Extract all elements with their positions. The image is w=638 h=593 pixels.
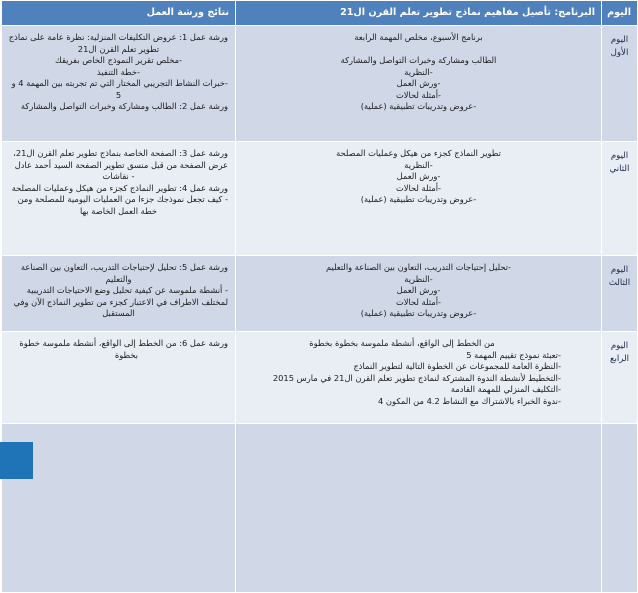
table-row-empty: [2, 424, 638, 593]
output-line: 5: [115, 89, 122, 100]
output-line: بخطوة: [114, 349, 138, 360]
output-line: ورشة عمل 2: الطالب ومشاركة وخبرات التواصل والمشاركة: [20, 101, 228, 111]
program-line: -أمثلة لحالات: [395, 89, 442, 100]
workshop-table: [1, 0, 638, 593]
day-cell: [602, 256, 638, 332]
day-ordinal: الثاني: [609, 163, 630, 174]
program-line: -النظرية: [404, 273, 433, 284]
output-line: - كيف تجعل نموذجك جزءا من العمليات اليومية للمصلحة ومن: [17, 194, 228, 204]
day-ordinal: الثالث: [608, 277, 631, 288]
program-line: -النظرية: [404, 159, 433, 170]
output-line: -خبرات النشاط التجريبي المختار التي تم تجربته بين المهمة 4 و: [11, 78, 228, 88]
day-ordinal: الأول: [610, 47, 629, 58]
program-cell: [236, 256, 602, 332]
program-line: -عروض وتدريبات تطبيقية (عملية): [360, 101, 477, 111]
program-line: -ورش العمل: [396, 78, 441, 88]
output-line: لمختلف الاطراف في الاعتبار كجزء من تطوير النماذج الآن وفي: [13, 296, 228, 307]
day-label: اليوم: [610, 341, 629, 351]
program-line: -ورش العمل: [396, 285, 441, 295]
table-row: [2, 332, 638, 424]
day-cell: [602, 142, 638, 256]
program-line: -أمثلة لحالات: [395, 296, 442, 307]
table-row: [2, 142, 638, 256]
day-label: اليوم: [610, 35, 629, 45]
day-ordinal: الرابع: [609, 353, 630, 364]
program-line: -ندوة الخبراء بالاشتراك مع النشاط 4.2 من المكون 4: [378, 395, 561, 406]
empty-cell: [236, 424, 602, 593]
output-line: - أنشطة ملموسة عن كيفية تحليل وضع الاحتياجات التدريبية: [26, 285, 228, 295]
program-line: [243, 44, 594, 56]
output-line: عرض الصفحة من قبل منسق تطوير الصفحة السيد أحمد عادل: [14, 159, 228, 170]
header-row: [2, 1, 638, 26]
day-cell: [602, 332, 638, 424]
empty-cell: [2, 424, 236, 593]
output-line: -خطة التنفيذ: [97, 66, 140, 77]
program-line: تطوير النماذج كجزء من هيكل وعمليات المصلحة: [336, 148, 501, 158]
program-line: -عروض وتدريبات تطبيقية (عملية): [360, 194, 477, 204]
program-line: -عروض وتدريبات تطبيقية (عملية): [360, 308, 477, 318]
program-line: -النظرية: [404, 66, 433, 77]
output-line: تطوير تعلم القرن ال21: [77, 43, 160, 54]
program-line: من الخطط إلى الواقع، أنشطة ملموسة بخطوة بخطوة: [309, 338, 495, 348]
outputs-cell: [2, 142, 236, 256]
program-line: -التخطيط لأنشطة الندوة المشتركة لنماذج تطوير تعلم القرن ال21 في مارس 2015: [272, 372, 561, 383]
day-label: اليوم: [610, 151, 629, 161]
program-line: -أمثلة لحالات: [395, 182, 442, 193]
table-row: [2, 256, 638, 332]
program-line: برنامج الأسبوع، مخلص المهمة الرابعة: [354, 32, 483, 42]
program-line: -تعبئة نموذج تقييم المهمة 5: [466, 349, 561, 360]
program-line: -النظرة العامة للمجموعات عن الخطوة التالية لتطوير النماذج: [353, 361, 561, 371]
program-cell: [236, 26, 602, 142]
output-line: والتعليم: [105, 273, 132, 284]
output-line: ورشة عمل 1: عروض التكليفات المنزلية: نظرة عامة على نماذج: [8, 32, 228, 42]
outputs-cell: [2, 332, 236, 424]
day-cell: [602, 26, 638, 142]
header-outputs: نتائج ورشة العمل: [2, 1, 236, 26]
program-line: الطالب ومشاركة وخبرات التواصل والمشاركة: [340, 55, 497, 65]
output-line: خطة العمل الخاصة بها: [79, 205, 158, 216]
output-line: ورشة عمل 3: الصفحة الخاصة بنماذج تطوير تعلم القرن ال21،: [13, 148, 228, 158]
outputs-cell: [2, 26, 236, 142]
table-row: [2, 26, 638, 142]
program-line: -ورش العمل: [396, 171, 441, 181]
program-line: -تحليل إحتياجات التدريب، التعاون بين الصناعة والتعليم: [326, 262, 511, 272]
outputs-cell: [2, 256, 236, 332]
output-line: - نقاشات: [102, 171, 135, 181]
output-line: ورشة عمل 5: تحليل لإحتياجات التدريب، التعاون بين الصناعة: [20, 262, 228, 272]
header-day: اليوم: [602, 1, 638, 26]
empty-cell: [602, 424, 638, 593]
day-label: اليوم: [610, 265, 629, 275]
output-line: المستقبل: [102, 308, 135, 318]
header-program: البرنامج: تأصيل مفاهيم نماذج تطوير تعلم القرن ال21: [236, 1, 602, 26]
program-cell: [236, 332, 602, 424]
output-line: ورشة عمل 4: تطوير النماذج كجزء من هيكل وعمليات المصلحة: [11, 182, 228, 193]
output-line: ورشة عمل 6: من الخطط إلى الواقع، أنشطة ملموسة خطوة: [19, 338, 228, 348]
program-cell: [236, 142, 602, 256]
corner-accent-bar: [0, 442, 33, 479]
output-line: -مخلص تقرير النموذج الخاص بفريقك: [54, 55, 183, 65]
program-line: -التكليف المنزلي للمهمة القادمة: [450, 384, 561, 394]
